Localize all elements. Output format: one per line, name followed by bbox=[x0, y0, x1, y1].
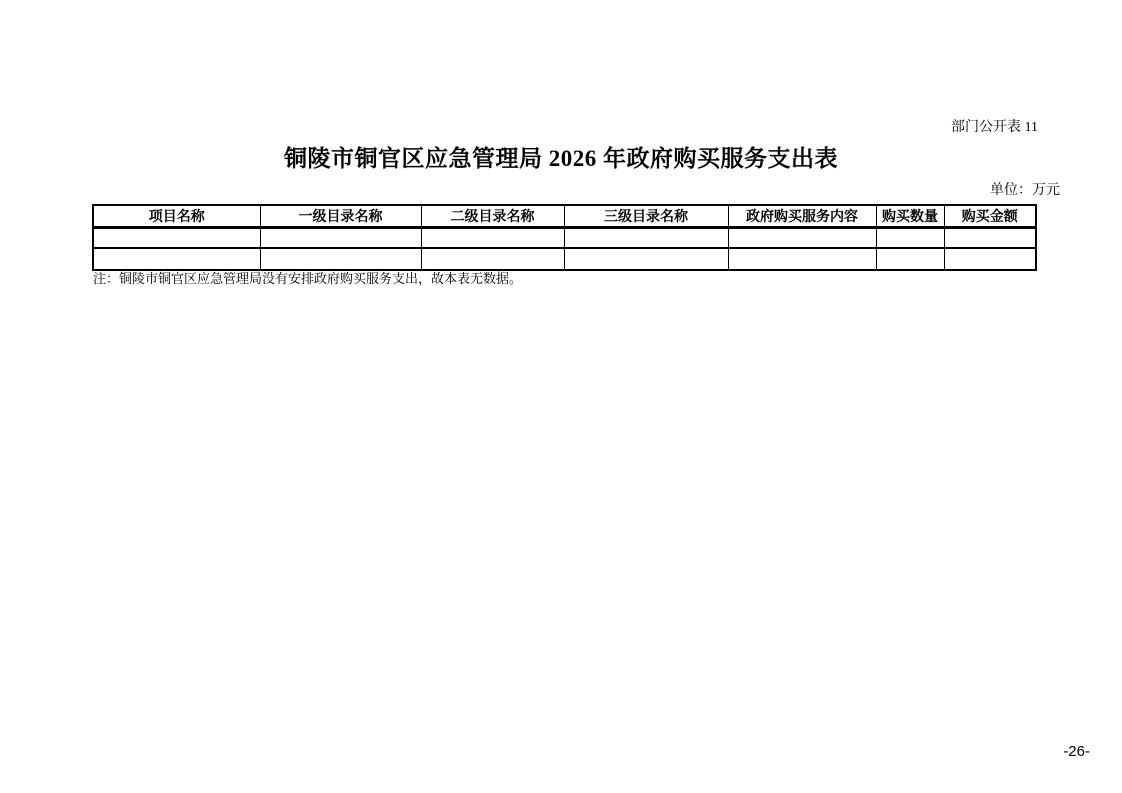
table-cell bbox=[876, 228, 944, 248]
col-header-project-name: 项目名称 bbox=[93, 205, 260, 228]
table-note: 注：铜陵市铜官区应急管理局没有安排政府购买服务支出，故本表无数据。 bbox=[93, 271, 523, 286]
table-cell bbox=[93, 228, 260, 248]
unit-label: 单位：万元 bbox=[990, 183, 1060, 198]
table-cell bbox=[421, 228, 564, 248]
table-cell bbox=[93, 248, 260, 270]
table-ref-label: 部门公开表 11 bbox=[951, 120, 1038, 135]
page-number: -26- bbox=[1063, 743, 1090, 760]
table-header-row bbox=[93, 205, 1036, 228]
page-title: 铜陵市铜官区应急管理局 2026 年政府购买服务支出表 bbox=[284, 146, 838, 171]
table-row bbox=[93, 228, 1036, 248]
table-cell bbox=[944, 248, 1036, 270]
table-cell bbox=[421, 248, 564, 270]
col-header-purchase-amount: 购买金额 bbox=[944, 205, 1036, 228]
table-cell bbox=[260, 248, 421, 270]
col-header-level1-directory: 一级目录名称 bbox=[260, 205, 421, 228]
table-cell bbox=[944, 228, 1036, 248]
table-cell bbox=[876, 248, 944, 270]
table-cell bbox=[564, 228, 728, 248]
col-header-level3-directory: 三级目录名称 bbox=[564, 205, 728, 228]
expenditure-table bbox=[92, 204, 1037, 271]
table-cell bbox=[260, 228, 421, 248]
col-header-service-content: 政府购买服务内容 bbox=[728, 205, 876, 228]
col-header-level2-directory: 二级目录名称 bbox=[421, 205, 564, 228]
table-cell bbox=[564, 248, 728, 270]
table-cell bbox=[728, 248, 876, 270]
table-row bbox=[93, 248, 1036, 270]
table-cell bbox=[728, 228, 876, 248]
col-header-purchase-quantity: 购买数量 bbox=[876, 205, 944, 228]
